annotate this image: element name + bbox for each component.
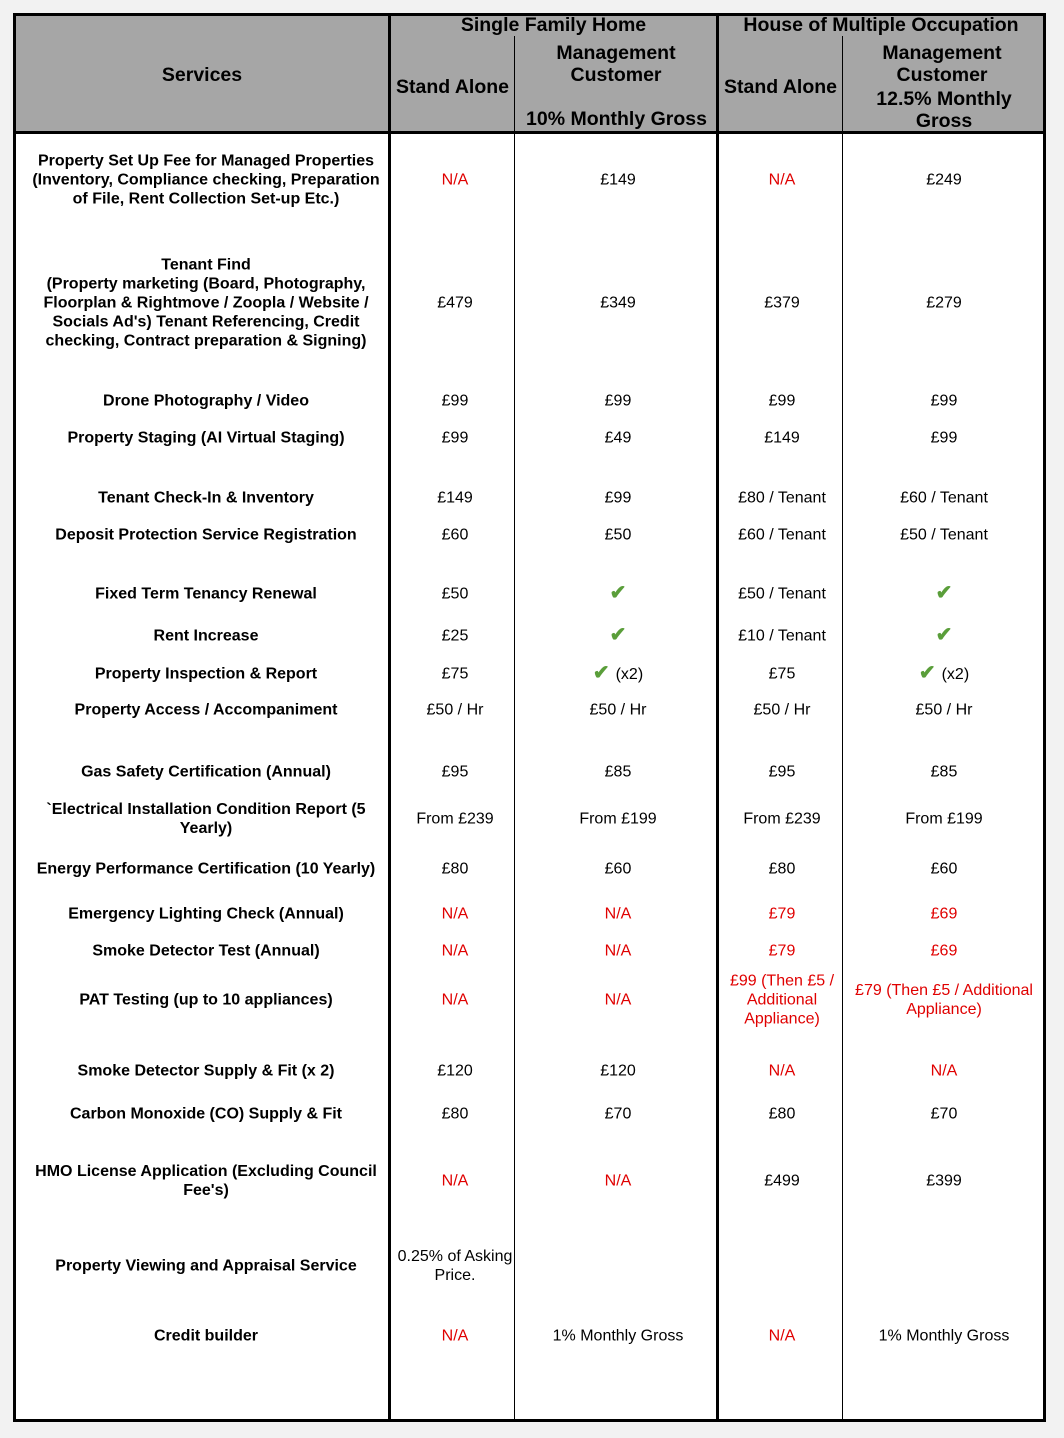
price-value: 1% Monthly Gross [878,1327,1010,1345]
price-value: £80 [768,860,796,878]
hmo-sa-price [724,905,840,924]
price-value: £79 [768,942,796,960]
price-value: £80 / Tenant [738,489,826,507]
price-value: N/A [441,1327,469,1345]
price-value: £99 [930,429,958,447]
price-value: £279 [926,294,962,312]
sfh-sa-price [397,763,513,782]
check-icon: ✔ [609,582,627,604]
sfh-sa-price [397,1247,513,1285]
price-value: N/A [604,942,632,960]
sfh-mc-price [523,1062,713,1081]
service-name [35,256,377,351]
price-value: £60 / Tenant [738,526,826,544]
price-value: N/A [441,171,469,189]
price-value: £10 / Tenant [738,627,826,645]
hmo-sa-price [724,763,840,782]
service-label: Property Access / Accompaniment [74,701,338,719]
hmo-mc-price [850,429,1038,448]
sfh-mc-price [523,626,713,646]
price-value: £50 / Hr [753,701,811,719]
hmo-sa-price [724,1172,840,1191]
service-label: Property Staging (AI Virtual Staging) [67,429,345,447]
sfh-mgmt-customer-header: Management Customer [556,42,676,86]
check-icon: ✔ [935,624,953,646]
price-value: £75 [441,665,469,683]
service-label: Carbon Monoxide (CO) Supply & Fit [70,1105,342,1123]
price-value: £120 [600,1062,636,1080]
sfh-mc-price [523,526,713,545]
sfh-sa-price [397,526,513,545]
hmo-sa-price [724,627,840,646]
service-name [30,905,382,924]
price-value: £50 / Tenant [900,526,988,544]
hmo-mc-price [850,905,1038,924]
price-value: £50 / Hr [426,701,484,719]
service-label: HMO License Application (Excluding Council Fee's) [35,1163,377,1199]
hmo-mc-price [850,981,1038,1019]
hmo-mc-price [850,584,1038,604]
hmo-sa-price [724,526,840,545]
check-icon: ✔ [918,662,936,684]
price-value: £479 [437,294,473,312]
sfh-mc-price [523,1105,713,1124]
price-value: N/A [768,171,796,189]
price-value: 0.25% of Asking Price. [397,1248,513,1284]
hmo-sa-price [724,810,840,829]
price-value: £499 [764,1172,800,1190]
service-label: Credit builder [153,1327,258,1345]
sfh-sa-price [397,942,513,961]
service-label: Property Inspection & Report [94,665,318,683]
price-value: From £199 [905,810,983,828]
price-value: £99 [441,392,469,410]
service-label: Property Viewing and Appraisal Service [55,1257,357,1275]
price-value: N/A [930,1062,958,1080]
sfh-mc-price [523,1327,713,1346]
service-name [30,1062,382,1081]
price-value: N/A [604,991,632,1009]
service-label: Smoke Detector Test (Annual) [92,942,320,960]
service-label: Tenant Check-In & Inventory [98,489,314,507]
price-value: £85 [930,763,958,781]
hmo-mc-price [850,171,1038,190]
sfh-mc-price [523,584,713,604]
service-label: Gas Safety Certification (Annual) [81,763,331,781]
service-name [30,429,382,448]
sfh-mc-price [523,1172,713,1191]
price-value: £50 / Hr [915,701,973,719]
hmo-mc-price [850,626,1038,646]
column-divider [388,16,391,1419]
price-value: £60 [930,860,958,878]
sfh-sa-price [397,489,513,508]
hmo-mc-price [850,392,1038,411]
price-value: N/A [604,1172,632,1190]
sfh-sa-price [397,701,513,720]
sfh-mc-price [523,905,713,924]
price-value: From £239 [743,810,821,828]
service-label: Property Set Up Fee for Managed Properties (Inventory, Compliance checking, Preparation of File, Rent Collection Set-up Etc.) [32,152,380,208]
hmo-mc-price [850,701,1038,720]
hmo-mc-price [850,664,1038,684]
service-name [30,526,382,545]
hmo-sa-price [724,429,840,448]
hmo-mc-price [850,1327,1038,1346]
service-label: Smoke Detector Supply & Fit (x 2) [77,1062,335,1080]
hmo-mgmt-customer-header: Management Customer [882,42,1002,86]
hmo-mc-price [850,1062,1038,1081]
price-value: £349 [600,294,636,312]
sfh-sa-price [397,905,513,924]
sfh-mc-price [523,489,713,508]
hmo-mc-price [850,489,1038,508]
price-value: £69 [930,905,958,923]
hmo-sa-price [724,972,840,1029]
services-header: Services [161,64,243,86]
price-value: From £239 [416,810,494,828]
sfh-group-header: Single Family Home [460,14,647,36]
hmo-sa-price [724,392,840,411]
sfh-sa-price [397,1327,513,1346]
price-value: £60 [604,860,632,878]
price-value: £50 / Hr [589,701,647,719]
price-value: £99 [441,429,469,447]
service-name [30,763,382,782]
sfh-mc-price [523,664,713,684]
sfh-mc-price [523,392,713,411]
service-name [30,585,382,604]
sfh-sa-price [397,171,513,190]
price-value: £99 [768,392,796,410]
price-value: £80 [768,1105,796,1123]
price-value: £50 / Tenant [738,585,826,603]
hmo-sa-price [724,171,840,190]
sfh-sa-price [397,810,513,829]
hmo-sa-price [724,1327,840,1346]
price-value: £249 [926,171,962,189]
price-value: £69 [930,942,958,960]
price-value: £99 (Then £5 / Additional Appliance) [729,972,835,1028]
price-value: £85 [604,763,632,781]
hmo-sa-price [724,860,840,879]
pricing-table [13,13,1046,1422]
service-label: `Electrical Installation Condition Report (5 Yearly) [46,801,366,837]
sfh-sa-price [397,294,513,313]
sfh-mc-price [523,763,713,782]
hmo-mgmt-rate-header: 12.5% Monthly Gross [876,88,1012,132]
frequency-note: (x2) [615,666,644,683]
hmo-sa-price [724,585,840,604]
price-value: £25 [441,627,469,645]
sfh-sa-price [397,392,513,411]
price-value: £80 [441,1105,469,1123]
hmo-sa-price [724,489,840,508]
price-value: £99 [604,489,632,507]
sfh-sa-price [397,860,513,879]
hmo-mc-price [850,763,1038,782]
price-value: N/A [768,1062,796,1080]
sfh-sa-price [397,1105,513,1124]
price-value: £99 [604,392,632,410]
price-value: £149 [437,489,473,507]
price-value: N/A [441,905,469,923]
service-name [30,991,382,1010]
price-value: £49 [604,429,632,447]
price-value: £95 [768,763,796,781]
price-value: £60 [441,526,469,544]
service-label: Drone Photography / Video [103,392,309,410]
service-name [30,942,382,961]
hmo-mc-price [850,1172,1038,1191]
hmo-sa-price [724,1062,840,1081]
price-value: £149 [764,429,800,447]
sfh-sa-price [397,429,513,448]
price-value: £50 [604,526,632,544]
price-value: N/A [441,1172,469,1190]
hmo-mc-price [850,942,1038,961]
price-value: £70 [930,1105,958,1123]
hmo-sa-price [724,942,840,961]
sfh-mc-price [523,810,713,829]
price-value: £75 [768,665,796,683]
sfh-mc-price [523,860,713,879]
service-label: Deposit Protection Service Registration [55,526,357,544]
sfh-mc-price [523,942,713,961]
hmo-group-header: House of Multiple Occupation [743,14,1019,36]
service-name [30,627,382,646]
service-name [30,1257,382,1276]
sfh-sa-price [397,991,513,1010]
service-name [30,1105,382,1124]
hmo-sa-price [724,665,840,684]
service-label: PAT Testing (up to 10 appliances) [79,991,333,1009]
sfh-sa-price [397,1172,513,1191]
price-value: £79 [768,905,796,923]
check-icon: ✔ [935,582,953,604]
check-icon: ✔ [592,662,610,684]
service-label: Rent Increase [153,627,259,645]
service-label: Tenant Find [161,256,251,274]
service-detail: (Property marketing (Board, Photography, Floorplan & Rightmove / Zoopla / Website / Socials Ad's) Tenant Referencing, Credit checking, Contract preparation & Signing) [43,275,369,350]
column-divider [514,134,515,1419]
price-value: £79 (Then £5 / Additional Appliance) [855,982,1033,1018]
sfh-stand-alone-header: Stand Alone [395,76,510,98]
price-value: £60 / Tenant [900,489,988,507]
frequency-note: (x2) [941,666,970,683]
price-value: £80 [441,860,469,878]
price-value: N/A [441,942,469,960]
hmo-sa-price [724,294,840,313]
price-value: £120 [437,1062,473,1080]
price-value: £399 [926,1172,962,1190]
service-name [30,489,382,508]
column-divider [716,16,719,1419]
service-label: Emergency Lighting Check (Annual) [68,905,344,923]
price-value: From £199 [579,810,657,828]
service-name [30,1162,382,1200]
sfh-sa-price [397,665,513,684]
hmo-mc-price [850,810,1038,829]
service-label: Fixed Term Tenancy Renewal [95,585,317,603]
service-name [30,392,382,411]
service-name [30,701,382,720]
sfh-mc-price [523,991,713,1010]
price-value: N/A [604,905,632,923]
sfh-sa-price [397,585,513,604]
check-icon: ✔ [609,624,627,646]
sfh-sa-price [397,1062,513,1081]
service-name [46,800,366,838]
hmo-sa-price [724,701,840,720]
service-name [30,1327,382,1346]
sfh-mc-price [523,429,713,448]
price-value: £95 [441,763,469,781]
price-value: £149 [600,171,636,189]
service-name [30,665,382,684]
sfh-mc-price [523,294,713,313]
price-value: 1% Monthly Gross [552,1327,684,1345]
hmo-mc-price [850,1105,1038,1124]
hmo-mc-price [850,294,1038,313]
price-value: £99 [930,392,958,410]
hmo-sa-price [724,1105,840,1124]
service-name [26,860,386,879]
price-value: £70 [604,1105,632,1123]
column-divider [842,36,843,1419]
service-name [30,152,382,209]
hmo-stand-alone-header: Stand Alone [723,76,838,98]
hmo-mc-price [850,526,1038,545]
sfh-mgmt-rate-header: 10% Monthly Gross [526,108,707,130]
service-label: Energy Performance Certification (10 Yearly) [36,860,376,878]
sfh-mc-price [523,701,713,720]
price-value: £50 [441,585,469,603]
price-value: N/A [441,991,469,1009]
price-value: N/A [768,1327,796,1345]
sfh-mc-price [523,171,713,190]
price-value: £379 [764,294,800,312]
hmo-mc-price [850,860,1038,879]
sfh-sa-price [397,627,513,646]
